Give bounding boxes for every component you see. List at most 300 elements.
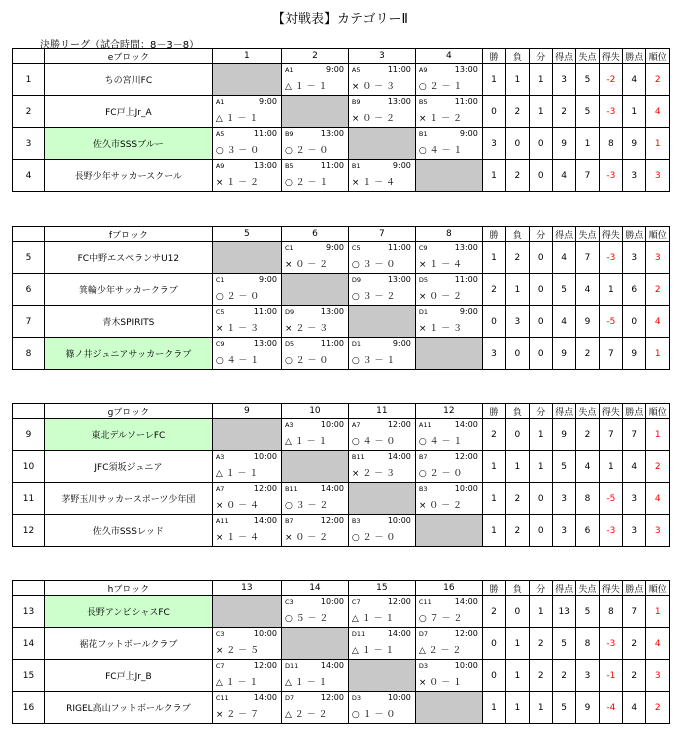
team-number: 3	[13, 128, 45, 160]
match-time: 9:00	[258, 275, 277, 284]
team-name: 箕輪少年サッカークラブ	[44, 274, 212, 306]
stat-wins: 1	[482, 242, 505, 274]
match-info	[416, 483, 482, 514]
match-code: B3	[351, 517, 361, 525]
stat-points: 7	[623, 596, 646, 628]
stat-goals-for: 2	[552, 660, 575, 692]
match-info	[282, 596, 348, 627]
team-name: 茅野玉川サッカースポーツ少年団	[44, 483, 212, 515]
match-result: △ １ － １	[215, 469, 259, 479]
match-cell	[415, 483, 482, 515]
stat-losses: 1	[506, 628, 529, 660]
stat-points: 4	[623, 451, 646, 483]
stat-goals-for: 4	[552, 242, 575, 274]
match-info	[282, 128, 348, 159]
team-number: 1	[13, 64, 45, 96]
match-info	[416, 660, 482, 691]
self-match-cell	[212, 242, 281, 274]
match-cell	[212, 451, 281, 483]
match-code: B9	[351, 98, 361, 106]
match-time: 12:00	[387, 597, 411, 606]
match-cell	[415, 96, 482, 128]
match-result: × ０ － ２	[418, 501, 463, 511]
table-row	[13, 692, 670, 724]
match-info	[213, 274, 281, 305]
match-code: C11	[215, 694, 229, 702]
stat-losses: 2	[506, 515, 529, 547]
team-name: 長野少年サッカースクール	[44, 160, 212, 192]
stat-column-header: 負	[506, 404, 529, 419]
stat-draws: 1	[529, 596, 552, 628]
match-time: 9:00	[325, 65, 344, 74]
match-code: B1	[351, 162, 361, 170]
team-number: 15	[13, 660, 45, 692]
self-match-cell	[415, 692, 482, 724]
match-time: 12:00	[320, 516, 344, 525]
table-row	[13, 242, 670, 274]
match-info	[213, 128, 281, 159]
match-cell	[415, 128, 482, 160]
header-row	[13, 404, 670, 419]
block-name: fブロック	[44, 227, 212, 242]
match-result: ○ ２ － ０	[284, 146, 329, 156]
stat-rank: 2	[646, 451, 670, 483]
match-result: ○ ２ － １	[284, 178, 329, 188]
match-cell	[212, 628, 281, 660]
match-cell	[281, 419, 348, 451]
stat-wins: 1	[482, 483, 505, 515]
match-cell	[348, 515, 415, 547]
stat-column-header: 勝	[482, 581, 505, 596]
stat-column-header: 失点	[576, 49, 599, 64]
stat-rank: 4	[646, 628, 670, 660]
team-name: 長野アンビシャスFC	[44, 596, 212, 628]
match-cell	[415, 64, 482, 96]
stat-points: 6	[623, 274, 646, 306]
stat-column-header: 得点	[552, 404, 575, 419]
match-cell	[212, 274, 281, 306]
stat-goals-for: 5	[552, 274, 575, 306]
match-time: 12:00	[454, 452, 478, 461]
match-result: × １ － ４	[418, 260, 463, 270]
stat-points: 3	[623, 483, 646, 515]
match-code: A1	[284, 66, 294, 74]
stat-points: 3	[623, 160, 646, 192]
match-code: A9	[418, 66, 428, 74]
match-info	[213, 660, 281, 691]
stat-column-header: 勝	[482, 404, 505, 419]
stat-losses: 1	[506, 64, 529, 96]
match-info	[349, 64, 415, 95]
stat-losses: 0	[506, 128, 529, 160]
stat-draws: 1	[529, 692, 552, 724]
match-cell	[348, 338, 415, 370]
stat-wins: 0	[482, 96, 505, 128]
stat-column-header: 勝	[482, 49, 505, 64]
match-cell	[348, 692, 415, 724]
match-result: × ０ － ２	[284, 533, 329, 543]
opponent-column-header: 5	[212, 227, 281, 242]
match-result: ○ ４ － １	[418, 437, 463, 447]
match-code: D3	[351, 694, 362, 702]
match-result: △ １ － １	[351, 646, 395, 656]
table-row	[13, 338, 670, 370]
match-code: C5	[215, 308, 225, 316]
stat-draws: 0	[529, 160, 552, 192]
stat-rank: 3	[646, 242, 670, 274]
stat-losses: 2	[506, 160, 529, 192]
match-info	[213, 338, 281, 369]
match-cell	[348, 628, 415, 660]
stat-goals-against: 4	[576, 274, 599, 306]
team-number: 16	[13, 692, 45, 724]
stat-goals-against: 2	[576, 419, 599, 451]
stat-points: 4	[623, 692, 646, 724]
match-time: 12:00	[454, 629, 478, 638]
stat-column-header: 勝点	[623, 581, 646, 596]
stat-points: 9	[623, 128, 646, 160]
stat-losses: 3	[506, 306, 529, 338]
match-result: × ０ － ２	[418, 292, 463, 302]
opponent-column-header: 9	[212, 404, 281, 419]
match-time: 14:00	[320, 484, 344, 493]
block-name: hブロック	[44, 581, 212, 596]
stat-rank: 3	[646, 160, 670, 192]
block-table-0	[12, 48, 670, 192]
match-code: D1	[351, 340, 362, 348]
stat-wins: 0	[482, 628, 505, 660]
match-code: D11	[351, 630, 366, 638]
stat-column-header: 失点	[576, 581, 599, 596]
stat-draws: 1	[529, 419, 552, 451]
team-name: RIGEL高山フットボールクラブ	[44, 692, 212, 724]
match-time: 13:00	[253, 161, 277, 170]
match-time: 10:00	[253, 452, 277, 461]
match-code: A7	[351, 421, 361, 429]
stat-rank: 2	[646, 692, 670, 724]
stat-column-header: 順位	[646, 227, 670, 242]
match-result: × ２ － ５	[215, 646, 259, 656]
stat-draws: 0	[529, 338, 552, 370]
match-cell	[348, 451, 415, 483]
match-time: 13:00	[320, 307, 344, 316]
match-time: 10:00	[253, 629, 277, 638]
match-result: ○ ２ － ０	[215, 292, 260, 302]
match-cell	[212, 338, 281, 370]
match-info	[213, 451, 281, 482]
team-name: JFC須坂ジュニア	[44, 451, 212, 483]
table-row	[13, 64, 670, 96]
match-cell	[415, 596, 482, 628]
opponent-column-header: 10	[281, 404, 348, 419]
match-code: C5	[351, 244, 361, 252]
stat-draws: 0	[529, 128, 552, 160]
match-time: 10:00	[387, 693, 411, 702]
stat-wins: 1	[482, 692, 505, 724]
team-name: 青木SPIRITS	[44, 306, 212, 338]
match-result: △ １ － １	[215, 114, 259, 124]
match-cell	[348, 419, 415, 451]
stat-wins: 0	[482, 306, 505, 338]
team-name: FC戸上Jr_A	[44, 96, 212, 128]
match-cell	[281, 338, 348, 370]
match-cell	[415, 419, 482, 451]
stat-draws: 2	[529, 628, 552, 660]
match-code: B5	[418, 98, 428, 106]
stat-rank: 2	[646, 274, 670, 306]
match-result: × ２ － ３	[351, 469, 396, 479]
stat-goal-difference: 7	[599, 419, 622, 451]
opponent-column-header: 15	[348, 581, 415, 596]
stat-goals-for: 2	[552, 96, 575, 128]
self-match-cell	[348, 306, 415, 338]
match-cell	[212, 160, 281, 192]
match-cell	[212, 692, 281, 724]
match-info	[349, 242, 415, 273]
match-info	[213, 483, 281, 514]
match-info	[282, 660, 348, 691]
stat-column-header: 失点	[576, 227, 599, 242]
stat-wins: 1	[482, 451, 505, 483]
self-match-cell	[348, 128, 415, 160]
match-result: ○ ２ － １	[418, 82, 463, 92]
stat-goal-difference: -3	[599, 242, 622, 274]
match-info	[416, 242, 482, 273]
stat-goals-against: 9	[576, 306, 599, 338]
stat-goals-for: 5	[552, 692, 575, 724]
match-code: B3	[418, 485, 428, 493]
match-time: 9:00	[258, 97, 277, 106]
match-cell	[348, 596, 415, 628]
stat-column-header: 負	[506, 49, 529, 64]
header-blank	[13, 227, 45, 242]
block-table-3	[12, 580, 670, 724]
match-cell	[348, 242, 415, 274]
stat-goals-against: 8	[576, 483, 599, 515]
match-time: 14:00	[253, 516, 277, 525]
match-time: 12:00	[253, 661, 277, 670]
stat-column-header: 順位	[646, 581, 670, 596]
team-name: 佐久市SSSレッド	[44, 515, 212, 547]
match-info	[213, 160, 281, 191]
match-info	[282, 64, 348, 95]
opponent-column-header: 8	[415, 227, 482, 242]
match-cell	[348, 64, 415, 96]
match-result: × １ － ２	[418, 114, 463, 124]
match-code: C7	[215, 662, 225, 670]
team-name: 篠ノ井ジュニアサッカークラブ	[44, 338, 212, 370]
match-info	[213, 515, 281, 546]
match-cell	[415, 274, 482, 306]
match-code: A5	[215, 130, 225, 138]
stat-column-header: 勝点	[623, 49, 646, 64]
stat-column-header: 失点	[576, 404, 599, 419]
match-result: × ０ － ４	[215, 501, 259, 511]
team-name: FC戸上Jr_B	[44, 660, 212, 692]
match-info	[282, 515, 348, 546]
match-info	[282, 692, 348, 723]
match-result: ○ ３ － １	[351, 356, 396, 366]
match-code: A3	[284, 421, 294, 429]
match-info	[349, 692, 415, 723]
match-code: D7	[284, 694, 295, 702]
match-code: B7	[284, 517, 294, 525]
team-number: 6	[13, 274, 45, 306]
match-result: △ ２ － ２	[284, 710, 328, 720]
self-match-cell	[415, 160, 482, 192]
match-code: C1	[284, 244, 294, 252]
self-match-cell	[212, 64, 281, 96]
header-row	[13, 227, 670, 242]
match-cell	[281, 596, 348, 628]
match-info	[416, 64, 482, 95]
match-time: 12:00	[320, 693, 344, 702]
match-time: 13:00	[387, 97, 411, 106]
table-row	[13, 483, 670, 515]
match-time: 13:00	[253, 339, 277, 348]
opponent-column-header: 6	[281, 227, 348, 242]
match-info	[349, 96, 415, 127]
team-number: 11	[13, 483, 45, 515]
match-time: 14:00	[387, 629, 411, 638]
stat-goals-for: 4	[552, 306, 575, 338]
stat-goals-for: 5	[552, 451, 575, 483]
match-info	[282, 419, 348, 450]
match-cell	[281, 692, 348, 724]
match-result: × １ － ３	[418, 324, 463, 334]
team-number: 8	[13, 338, 45, 370]
opponent-column-header: 11	[348, 404, 415, 419]
stat-rank: 1	[646, 596, 670, 628]
match-info	[349, 274, 415, 305]
stat-losses: 2	[506, 483, 529, 515]
team-number: 14	[13, 628, 45, 660]
stat-goal-difference: -3	[599, 515, 622, 547]
match-time-note: 決勝リーグ（試合時間：8－3－8）	[40, 40, 200, 51]
match-cell	[281, 242, 348, 274]
self-match-cell	[348, 483, 415, 515]
stat-losses: 1	[506, 660, 529, 692]
stat-goals-for: 9	[552, 338, 575, 370]
opponent-column-header: 16	[415, 581, 482, 596]
match-time: 11:00	[387, 243, 411, 252]
match-code: C11	[418, 598, 432, 606]
match-result: × １ － ２	[215, 178, 259, 188]
match-cell	[415, 660, 482, 692]
match-time: 10:00	[454, 661, 478, 670]
stat-rank: 1	[646, 338, 670, 370]
stat-goal-difference: -2	[599, 64, 622, 96]
stat-draws: 0	[529, 242, 552, 274]
match-result: × １ － ３	[215, 324, 259, 334]
match-code: A11	[418, 421, 432, 429]
match-result: × ０ － ２	[284, 260, 329, 270]
stat-draws: 1	[529, 96, 552, 128]
stat-goal-difference: 7	[599, 338, 622, 370]
stat-draws: 1	[529, 64, 552, 96]
match-time: 13:00	[454, 243, 478, 252]
self-match-cell	[281, 274, 348, 306]
stat-losses: 1	[506, 451, 529, 483]
match-time: 13:00	[320, 129, 344, 138]
stat-goals-against: 4	[576, 451, 599, 483]
team-name: ちの宮川FC	[44, 64, 212, 96]
match-result: ○ ２ － ０	[351, 533, 396, 543]
stat-draws: 0	[529, 515, 552, 547]
table-row	[13, 128, 670, 160]
match-cell	[281, 483, 348, 515]
match-code: C9	[215, 340, 225, 348]
stat-column-header: 勝	[482, 227, 505, 242]
match-cell	[212, 515, 281, 547]
match-result: ○ ５ － ２	[284, 614, 329, 624]
match-code: A11	[215, 517, 229, 525]
match-result: ○ １ － ０	[351, 710, 396, 720]
match-code: C3	[284, 598, 294, 606]
stat-column-header: 負	[506, 581, 529, 596]
match-code: B1	[418, 130, 428, 138]
stat-column-header: 得失	[599, 404, 622, 419]
match-result: ○ ３ － ２	[284, 501, 329, 511]
opponent-column-header: 14	[281, 581, 348, 596]
match-code: B11	[351, 453, 365, 461]
match-result: △ ２ － ２	[418, 646, 462, 656]
opponent-column-header: 2	[281, 49, 348, 64]
stat-column-header: 得点	[552, 581, 575, 596]
stat-wins: 1	[482, 160, 505, 192]
match-info	[416, 96, 482, 127]
stat-goals-against: 5	[576, 596, 599, 628]
opponent-column-header: 12	[415, 404, 482, 419]
match-cell	[415, 451, 482, 483]
match-time: 9:00	[459, 307, 478, 316]
stat-column-header: 得失	[599, 49, 622, 64]
match-info	[282, 160, 348, 191]
stat-goals-for: 9	[552, 128, 575, 160]
stat-losses: 0	[506, 596, 529, 628]
self-match-cell	[212, 596, 281, 628]
match-result: × ２ － ３	[284, 324, 329, 334]
team-number: 2	[13, 96, 45, 128]
stat-wins: 2	[482, 596, 505, 628]
match-time: 13:00	[387, 275, 411, 284]
match-result: × ０ － ３	[351, 82, 396, 92]
match-time: 11:00	[454, 97, 478, 106]
match-info	[349, 419, 415, 450]
match-cell	[212, 306, 281, 338]
table-row	[13, 596, 670, 628]
match-info	[349, 596, 415, 627]
match-code: C9	[418, 244, 428, 252]
match-code: A3	[215, 453, 225, 461]
match-code: D3	[418, 662, 429, 670]
match-cell	[212, 128, 281, 160]
stat-draws: 0	[529, 274, 552, 306]
team-name: 裾花フットボールクラブ	[44, 628, 212, 660]
match-cell	[281, 660, 348, 692]
opponent-column-header: 3	[348, 49, 415, 64]
stat-wins: 1	[482, 515, 505, 547]
stat-wins: 3	[482, 338, 505, 370]
match-result: ○ ４ － １	[418, 146, 463, 156]
match-time: 10:00	[320, 420, 344, 429]
stat-wins: 3	[482, 128, 505, 160]
stat-draws: 0	[529, 306, 552, 338]
stat-column-header: 勝点	[623, 227, 646, 242]
match-time: 11:00	[387, 65, 411, 74]
match-time: 14:00	[387, 452, 411, 461]
match-code: D5	[284, 340, 295, 348]
